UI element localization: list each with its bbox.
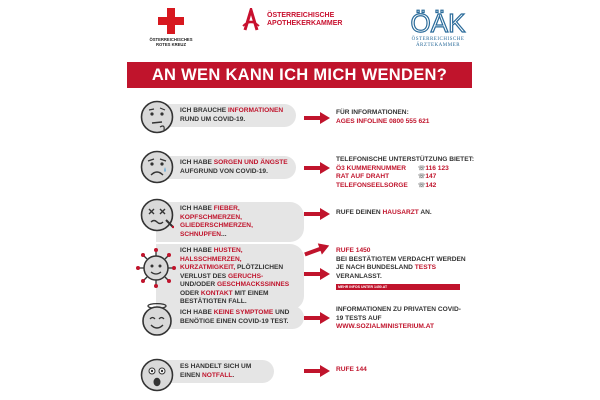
answer-line1: TELEFONISCHE UNTERSTÜTZUNG BIETET: bbox=[336, 156, 475, 163]
answer-covid-symptoms bbox=[336, 247, 468, 281]
page-title: AN WEN KANN ICH MICH WENDEN? bbox=[127, 62, 472, 88]
question-information bbox=[156, 104, 296, 127]
worried-face-icon bbox=[140, 150, 174, 184]
support-services bbox=[336, 165, 449, 191]
redcross-line1: ÖSTERREICHISCHES bbox=[149, 37, 193, 42]
q-highlight: HUSTEN, HALSSCHMERZEN, KURZATMIGKEIT, bbox=[180, 247, 243, 271]
answer-hausarzt: HAUSARZT bbox=[382, 209, 419, 216]
logo-bar bbox=[0, 8, 600, 58]
arrow-right-icon bbox=[304, 268, 330, 280]
apotheker-name bbox=[267, 12, 342, 28]
question-covid-symptoms bbox=[156, 244, 304, 310]
apotheker-line1: ÖSTERREICHISCHE bbox=[267, 12, 335, 19]
halo-face-icon bbox=[140, 302, 174, 336]
service-row bbox=[336, 165, 449, 174]
service-num: 142 bbox=[425, 181, 437, 189]
answer-no-symptoms bbox=[336, 306, 464, 332]
answer-emergency bbox=[336, 366, 367, 375]
service-name: Ö3 KUMMERNUMMER bbox=[336, 164, 406, 172]
arrow-right-icon bbox=[304, 112, 330, 124]
ages-infoline: AGES INFOLINE 0800 555 621 bbox=[336, 117, 430, 125]
question-worries bbox=[156, 156, 296, 179]
more-info-bar: MEHR INFOS UNTER 1450.AT bbox=[336, 284, 460, 290]
q-highlight: KEINE SYMPTOME bbox=[213, 309, 274, 316]
service-name: TELEFONSEELSORGE bbox=[336, 181, 408, 189]
service-num: 147 bbox=[425, 173, 437, 180]
answer-symptoms bbox=[336, 209, 432, 218]
aerztekammer-name bbox=[388, 37, 488, 49]
phone-icon: ☏ bbox=[417, 174, 426, 180]
q-text-end: ... bbox=[221, 230, 227, 238]
sozialministerium-link[interactable]: WWW.SOZIALMINISTERIUM.AT bbox=[336, 323, 435, 330]
phone-icon: ☏ bbox=[417, 165, 426, 172]
answer-line1: FÜR INFORMATIONEN: bbox=[336, 109, 409, 116]
call-144: RUFE 144 bbox=[336, 366, 367, 373]
answer-information bbox=[336, 109, 429, 126]
answer-test-info bbox=[336, 256, 468, 282]
thinking-face-icon bbox=[140, 100, 174, 134]
aerztekammer-logo bbox=[388, 8, 488, 49]
service-num: 116 123 bbox=[425, 164, 449, 172]
service-number bbox=[418, 165, 449, 174]
call-1450: RUFE 1450 bbox=[336, 247, 371, 254]
aerzte-line2: ÄRZTEKAMMER bbox=[415, 43, 461, 48]
q-highlight: GERUCHS- bbox=[228, 272, 264, 280]
q-text-end: . bbox=[232, 371, 235, 379]
q-text: ODER bbox=[180, 289, 201, 297]
redcross-logo bbox=[136, 8, 206, 47]
arrow-right-icon bbox=[304, 162, 330, 174]
service-row bbox=[336, 173, 449, 182]
aerzte-line1: ÖSTERREICHISCHE bbox=[411, 37, 465, 42]
q-highlight: KONTAKT bbox=[200, 289, 233, 297]
phone-icon: ☏ bbox=[417, 182, 426, 189]
q-text-end: MIT EINEM BESTÄTIGTEN FALL. bbox=[180, 289, 269, 305]
q-text-end: RUND UM COVID-19. bbox=[180, 115, 246, 123]
redcross-name bbox=[136, 37, 206, 47]
answer-text: INFORMATIONEN ZU PRIVATEN COVID-19 TESTS AUF bbox=[336, 306, 461, 322]
virus-icon bbox=[136, 248, 176, 288]
q-text: ICH HABE bbox=[180, 159, 214, 166]
q-text: PLÖTZLICHEN VERLUST DES bbox=[180, 264, 284, 280]
q-text-end: UND BENÖTIGE EINEN COVID-19 TEST. bbox=[180, 309, 290, 325]
arrow-right-icon bbox=[304, 312, 330, 324]
apotheker-a-icon bbox=[242, 8, 260, 32]
answer-text-end: AN. bbox=[418, 209, 432, 216]
answer-text-end: VERANLASST. bbox=[336, 272, 382, 280]
service-name: RAT AUF DRAHT bbox=[336, 173, 390, 180]
q-highlight: NOTFALL bbox=[201, 371, 233, 379]
service-number bbox=[418, 182, 449, 191]
service-row bbox=[336, 182, 449, 191]
q-text: ES HANDELT SICH UM EINEN bbox=[180, 363, 252, 379]
q-text-end: AUFGRUND VON COVID-19. bbox=[180, 167, 268, 175]
q-text: UND/ODER bbox=[180, 281, 217, 288]
apothekerkammer-logo bbox=[232, 8, 352, 32]
arrow-right-icon bbox=[304, 208, 330, 220]
q-text: ICH HABE bbox=[180, 309, 214, 316]
red-cross-icon bbox=[158, 8, 184, 34]
redcross-line2: ROTES KREUZ bbox=[155, 42, 186, 47]
q-text: ICH HABE bbox=[180, 247, 214, 254]
answer-tests: TESTS bbox=[414, 264, 437, 271]
arrow-right-icon bbox=[304, 365, 330, 377]
question-no-symptoms bbox=[156, 306, 304, 329]
oeak-mark-text: ÖÄK bbox=[410, 8, 466, 36]
q-highlight: INFORMATIONEN bbox=[228, 107, 284, 114]
answer-worries bbox=[336, 156, 474, 190]
service-number bbox=[418, 173, 449, 182]
question-symptoms bbox=[156, 202, 304, 242]
q-highlight: GESCHMACKSSINNES bbox=[217, 281, 290, 288]
apotheker-line2: APOTHEKERKAMMER bbox=[267, 20, 343, 27]
answer-text: RUFE DEINEN bbox=[336, 209, 383, 216]
answer-text: BEI BESTÄTIGTEM VERDACHT WERDEN JE NACH BUNDESLAND bbox=[336, 255, 466, 271]
q-text: ICH BRAUCHE bbox=[180, 107, 228, 114]
shocked-face-icon bbox=[140, 358, 174, 392]
q-highlight: SORGEN UND ÄNGSTE bbox=[213, 159, 288, 166]
arrow-up-right-icon bbox=[303, 240, 332, 260]
sick-face-icon bbox=[140, 198, 174, 232]
q-text: ICH HABE bbox=[180, 205, 214, 212]
q-highlight: FIEBER, KOPFSCHMERZEN, GLIEDERSCHMERZEN, SCHNUPFEN bbox=[180, 205, 253, 238]
oeak-mark-icon bbox=[406, 8, 470, 36]
